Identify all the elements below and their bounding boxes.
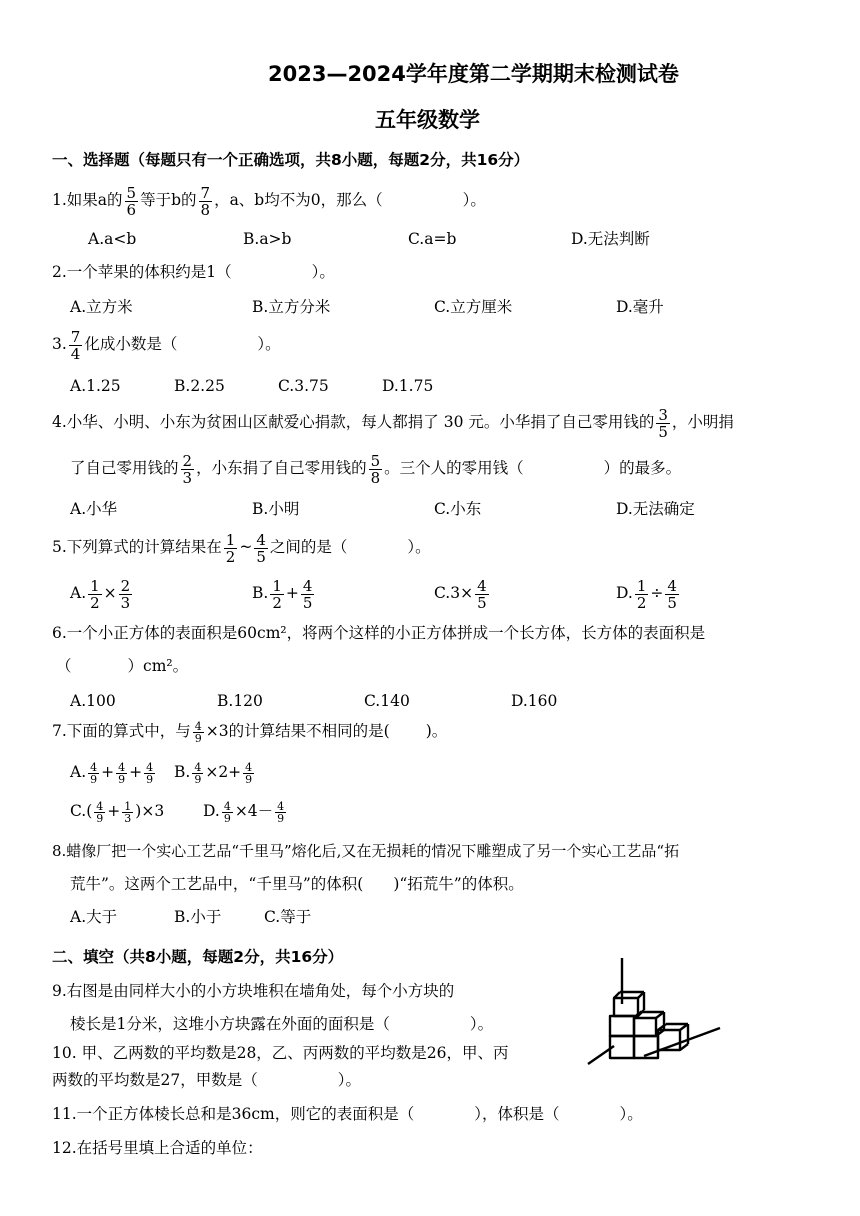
q7-option-c: C.( $\frac{4}{9}$ + $\frac{1}{3}$ )×3 (70, 799, 165, 825)
question-4-line-2: 了自己零用钱的 $\frac{2}{3}$ ，小东捐了自己零用钱的 $\frac{5}{8}$ 。三个人的零用钱（ ）的最多。 (70, 451, 682, 487)
question-5: 5.下列算式的计算结果在 $\frac{1}{2}$ ~ $\frac{4}{5}$ 之间的是（ ）。 (52, 530, 431, 566)
question-1: 1.如果a的 $\frac{5}{6}$ 等于b的 $\frac{7}{8}$ ，a、b均不为0，那么（ ）。 (52, 183, 486, 219)
page-subtitle: 五年级数学 (375, 108, 480, 132)
q8-option-b: B.小于 (174, 908, 222, 926)
q2-option-b: B.立方分米 (252, 298, 331, 316)
section-heading-fill: 二、填空（共8小题，每题2分，共16分） (52, 948, 344, 966)
section-heading-choice: 一、选择题（每题只有一个正确选项，共8小题，每题2分，共16分） (52, 151, 530, 169)
q3-option-d: D.1.75 (382, 377, 434, 395)
question-3: 3. $\frac{7}{4}$ 化成小数是（ ）。 (52, 327, 281, 363)
question-6-line-1: 6.一个小正方体的表面积是60cm²，将两个这样的小正方体拼成一个长方体，长方体的表面积是 (52, 624, 706, 642)
q1-option-c: C.a=b (408, 230, 457, 248)
q1-option-a: A.a<b (88, 230, 137, 248)
q6-option-d: D.160 (511, 692, 558, 710)
q3-option-b: B.2.25 (174, 377, 225, 395)
q6-option-b: B.120 (217, 692, 263, 710)
q3-option-a: A.1.25 (70, 377, 121, 395)
question-10-line-2: 两数的平均数是27，甲数是（ ）。 (52, 1071, 361, 1089)
q2-option-c: C.立方厘米 (434, 298, 513, 316)
q2-option-a: A.立方米 (70, 298, 133, 316)
q2-option-d: D.毫升 (616, 298, 664, 316)
question-11: 11.一个正方体棱长总和是36cm，则它的表面积是（ ），体积是（ ）。 (52, 1105, 643, 1123)
q1-option-b: B.a>b (243, 230, 292, 248)
question-9-line-2: 棱长是1分米，这堆小方块露在外面的面积是（ ）。 (70, 1015, 494, 1033)
question-10-line-1: 10. 甲、乙两数的平均数是28，乙、丙两数的平均数是26，甲、丙 (52, 1044, 509, 1062)
question-8-line-1: 8.蜡像厂把一个实心工艺品“千里马”熔化后,又在无损耗的情况下雕塑成了另一个实心工艺品“拓 (52, 842, 680, 860)
question-6-line-2: （ ）cm²。 (56, 657, 189, 675)
q3-option-c: C.3.75 (278, 377, 329, 395)
q1-option-d: D.无法判断 (571, 230, 650, 248)
q4-option-b: B.小明 (252, 500, 300, 518)
q5-option-c: C.3× $\frac{4}{5}$ (434, 576, 487, 612)
q6-option-c: C.140 (364, 692, 410, 710)
question-8-line-2: 荒牛”。这两个工艺品中，“千里马”的体积( )“拓荒牛”的体积。 (70, 875, 524, 893)
question-2: 2.一个苹果的体积约是1（ ）。 (52, 263, 335, 281)
q6-option-a: A.100 (70, 692, 116, 710)
q4-option-a: A.小华 (70, 500, 118, 518)
q8-option-c: C.等于 (264, 908, 312, 926)
q4-option-c: C.小东 (434, 500, 482, 518)
question-7: 7.下面的算式中，与 $\frac{4}{9}$ ×3的计算结果不相同的是( )。 (52, 719, 448, 745)
q7-option-d: D. $\frac{4}{9}$ ×4－ $\frac{4}{9}$ (203, 799, 285, 825)
question-12: 12.在括号里填上合适的单位： (52, 1139, 263, 1157)
q5-option-b: B. $\frac{1}{2}$ + $\frac{4}{5}$ (252, 576, 313, 612)
q5-option-a: A. $\frac{1}{2}$ × $\frac{2}{3}$ (70, 576, 131, 612)
page-title: 2023—2024学年度第二学期期末检测试卷 (268, 62, 679, 86)
question-4-line-1: 4.小华、小明、小东为贫困山区献爱心捐款，每人都捐了 30 元。小华捐了自己零用钱的 $\frac{3}{5}$ ，小明捐 (52, 405, 734, 441)
q8-option-a: A.大于 (70, 908, 118, 926)
q7-option-b: B. $\frac{4}{9}$ ×2+ $\frac{4}{9}$ (174, 760, 253, 786)
q7-option-a: A. $\frac{4}{9}$ + $\frac{4}{9}$ + $\frac{4}{9}$ (70, 760, 154, 786)
cube-stack-figure (578, 956, 726, 1068)
q4-option-d: D.无法确定 (616, 500, 695, 518)
question-9-line-1: 9.右图是由同样大小的小方块堆积在墙角处，每个小方块的 (52, 982, 455, 1000)
q5-option-d: D. $\frac{1}{2}$ ÷ $\frac{4}{5}$ (616, 576, 677, 612)
